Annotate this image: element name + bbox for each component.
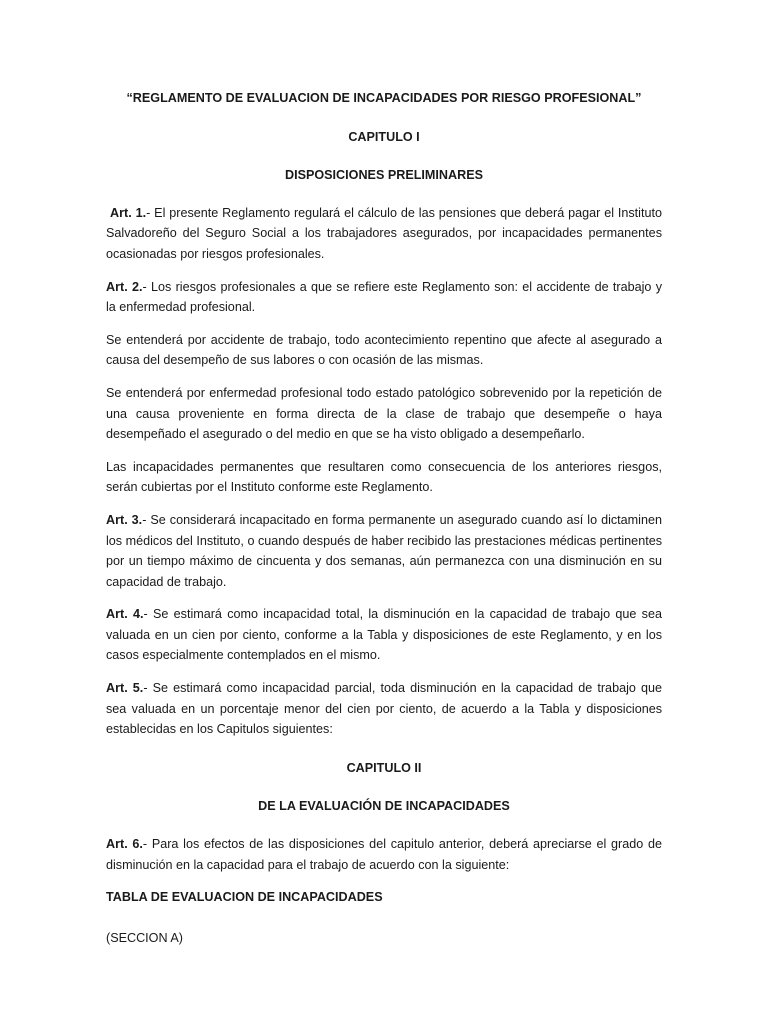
article-2 — [106, 277, 662, 318]
paragraph-cubiertas: Las incapacidades permanentes que resultaren como consecuencia de los anteriores riesgos, serán cubiertas por el Instituto conforme este Reglamento. — [106, 459, 662, 495]
article-6-label: Art. 6. — [106, 837, 143, 852]
article-2-label: Art. 2. — [106, 279, 143, 294]
article-6 — [106, 834, 662, 875]
article-4-label: Art. 4. — [106, 607, 144, 622]
table-title: TABLA DE EVALUACION DE INCAPACIDADES — [106, 890, 383, 905]
section-label: (SECCION A) — [106, 930, 183, 945]
chapter-2-subheading: DE LA EVALUACIÓN DE INCAPACIDADES — [258, 799, 510, 814]
article-5-text: - Se estimará como incapacidad parcial, toda disminución en la capacidad de trabajo que sea valuada en un porcentaje menor del cien por ciento, de acuerdo a la Tabla y disposiciones establecidas en los Capitulos siguientes: — [106, 681, 662, 737]
paragraph-enfermedad: Se entenderá por enfermedad profesional todo estado patológico sobrevenido por la repetición de una causa proveniente en forma directa de la clase de trabajo que desempeñe o haya desempeñado el asegurado o del medio en que se ha visto obligado a desempeñarlo. — [106, 385, 662, 442]
article-2-text: - Los riesgos profesionales a que se refiere este Reglamento son: el accidente de trabajo y la enfermedad profesional. — [106, 279, 662, 315]
article-1-label: Art. 1. — [110, 205, 147, 220]
article-4 — [106, 604, 662, 666]
document-title: “REGLAMENTO DE EVALUACION DE INCAPACIDADES POR RIESGO PROFESIONAL” — [126, 91, 642, 105]
article-5-label: Art. 5. — [106, 681, 144, 696]
article-3-text: - Se considerará incapacitado en forma permanente un asegurado cuando así lo dictaminen los médicos del Instituto, o cuando después de haber recibido las prestaciones médicas pertinentes por un tiempo máximo de cincuenta y dos semanas, aún permanezca con una disminución en su capacidad de trabajo. — [106, 512, 662, 589]
chapter-2-heading: CAPITULO II — [346, 760, 422, 775]
article-3 — [106, 510, 662, 592]
chapter-1-heading: CAPITULO I — [348, 129, 420, 144]
article-6-text: - Para los efectos de las disposiciones del capitulo anterior, deberá apreciarse el grado de disminución en la capacidad para el trabajo de acuerdo con la siguiente: — [106, 837, 662, 872]
article-1-text: - El presente Reglamento regulará el cálculo de las pensiones que deberá pagar el Instituto Salvadoreño del Seguro Social a los trabajadores asegurados, por incapacidades permanentes ocasionadas por riesgos profesionales. — [106, 205, 662, 261]
chapter-1-subheading: DISPOSICIONES PRELIMINARES — [284, 168, 484, 183]
paragraph-accidente: Se entenderá por accidente de trabajo, todo acontecimiento repentino que afecte al asegurado a causa del desempeño de sus labores o con ocasión de las mismas. — [106, 332, 662, 368]
article-1 — [106, 203, 662, 265]
article-3-label: Art. 3. — [106, 512, 143, 527]
article-5 — [106, 678, 662, 740]
article-4-text: - Se estimará como incapacidad total, la disminución en la capacidad de trabajo que sea valuada en un cien por ciento, conforme a la Tabla y disposiciones de este Reglamento, y en los casos especialmente contemplados en el mismo. — [106, 607, 662, 663]
